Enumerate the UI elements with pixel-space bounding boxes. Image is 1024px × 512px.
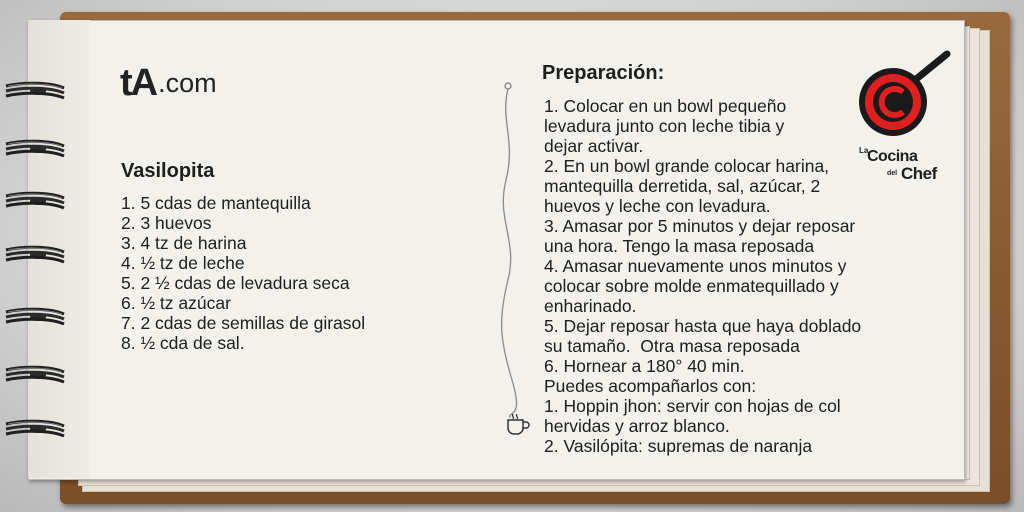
ingredient-item: 7. 2 cdas de semillas de girasol [121,313,366,333]
preparation-line: levadura junto con leche tibia y [544,116,785,136]
preparation-line: una hora. Tengo la masa reposada [544,236,815,256]
divider-vine-line [496,80,526,420]
preparation-line: 2. Vasilópita: supremas de naranja [544,436,813,456]
site-logo-domain: .com [158,68,217,98]
recipe-title: Vasilopita [121,160,215,182]
ingredient-item: 5. 2 ½ cdas de levadura seca [121,273,350,293]
preparation-line: 4. Amasar nuevamente unos minutos y [544,256,847,276]
ingredient-item: 6. ½ tz azúcar [121,293,231,313]
site-logo-mark: tA [120,62,157,104]
preparation-line: huevos y leche con levadura. [544,196,771,216]
preparation-line: 1. Colocar en un bowl pequeño [544,96,787,116]
logo-text-chef: Chef [901,164,937,183]
ingredient-item: 8. ½ cda de sal. [121,333,245,353]
preparation-line: enharinado. [544,296,637,316]
spiral-ring-icon [2,138,68,160]
spiral-ring-icon [2,190,68,212]
teacup-icon [505,412,531,436]
preparation-line: mantequilla derretida, sal, azúcar, 2 [544,176,821,196]
spiral-ring-icon [2,418,68,440]
frying-pan-c-icon [855,50,955,150]
preparation-title: Preparación: [542,62,665,84]
cocina-del-chef-logo[interactable] [855,50,955,186]
logo-text-cocina: Cocina [867,148,918,165]
spiral-ring-icon [2,364,68,386]
ingredient-item: 1. 5 cdas de mantequilla [121,193,311,213]
preparation-line: colocar sobre molde enmatequillado y [544,276,839,296]
spiral-ring-icon [2,306,68,328]
preparation-line: Puedes acompañarlos con: [544,376,757,396]
preparation-line: hervidas y arroz blanco. [544,416,730,436]
preparation-line: dejar activar. [544,136,644,156]
spiral-ring-icon [2,244,68,266]
preparation-line: 1. Hoppin jhon: servir con hojas de col [544,396,841,416]
ingredient-item: 3. 4 tz de harina [121,233,247,253]
preparation-line: 6. Hornear a 180° 40 min. [544,356,745,376]
spiral-ring-icon [2,80,68,102]
preparation-line: su tamaño. Otra masa reposada [544,336,800,356]
site-logo[interactable] [120,62,217,104]
logo-text-del: del [887,170,898,177]
logo-text-la: La [859,146,869,155]
preparation-line: 5. Dejar reposar hasta que haya doblado [544,316,862,336]
ingredients-list [121,193,365,353]
preparation-line: 3. Amasar por 5 minutos y dejar reposar [544,216,856,236]
ingredient-item: 4. ½ tz de leche [121,253,245,273]
preparation-line: 2. En un bowl grande colocar harina, [544,156,830,176]
ingredient-item: 2. 3 huevos [121,213,212,233]
